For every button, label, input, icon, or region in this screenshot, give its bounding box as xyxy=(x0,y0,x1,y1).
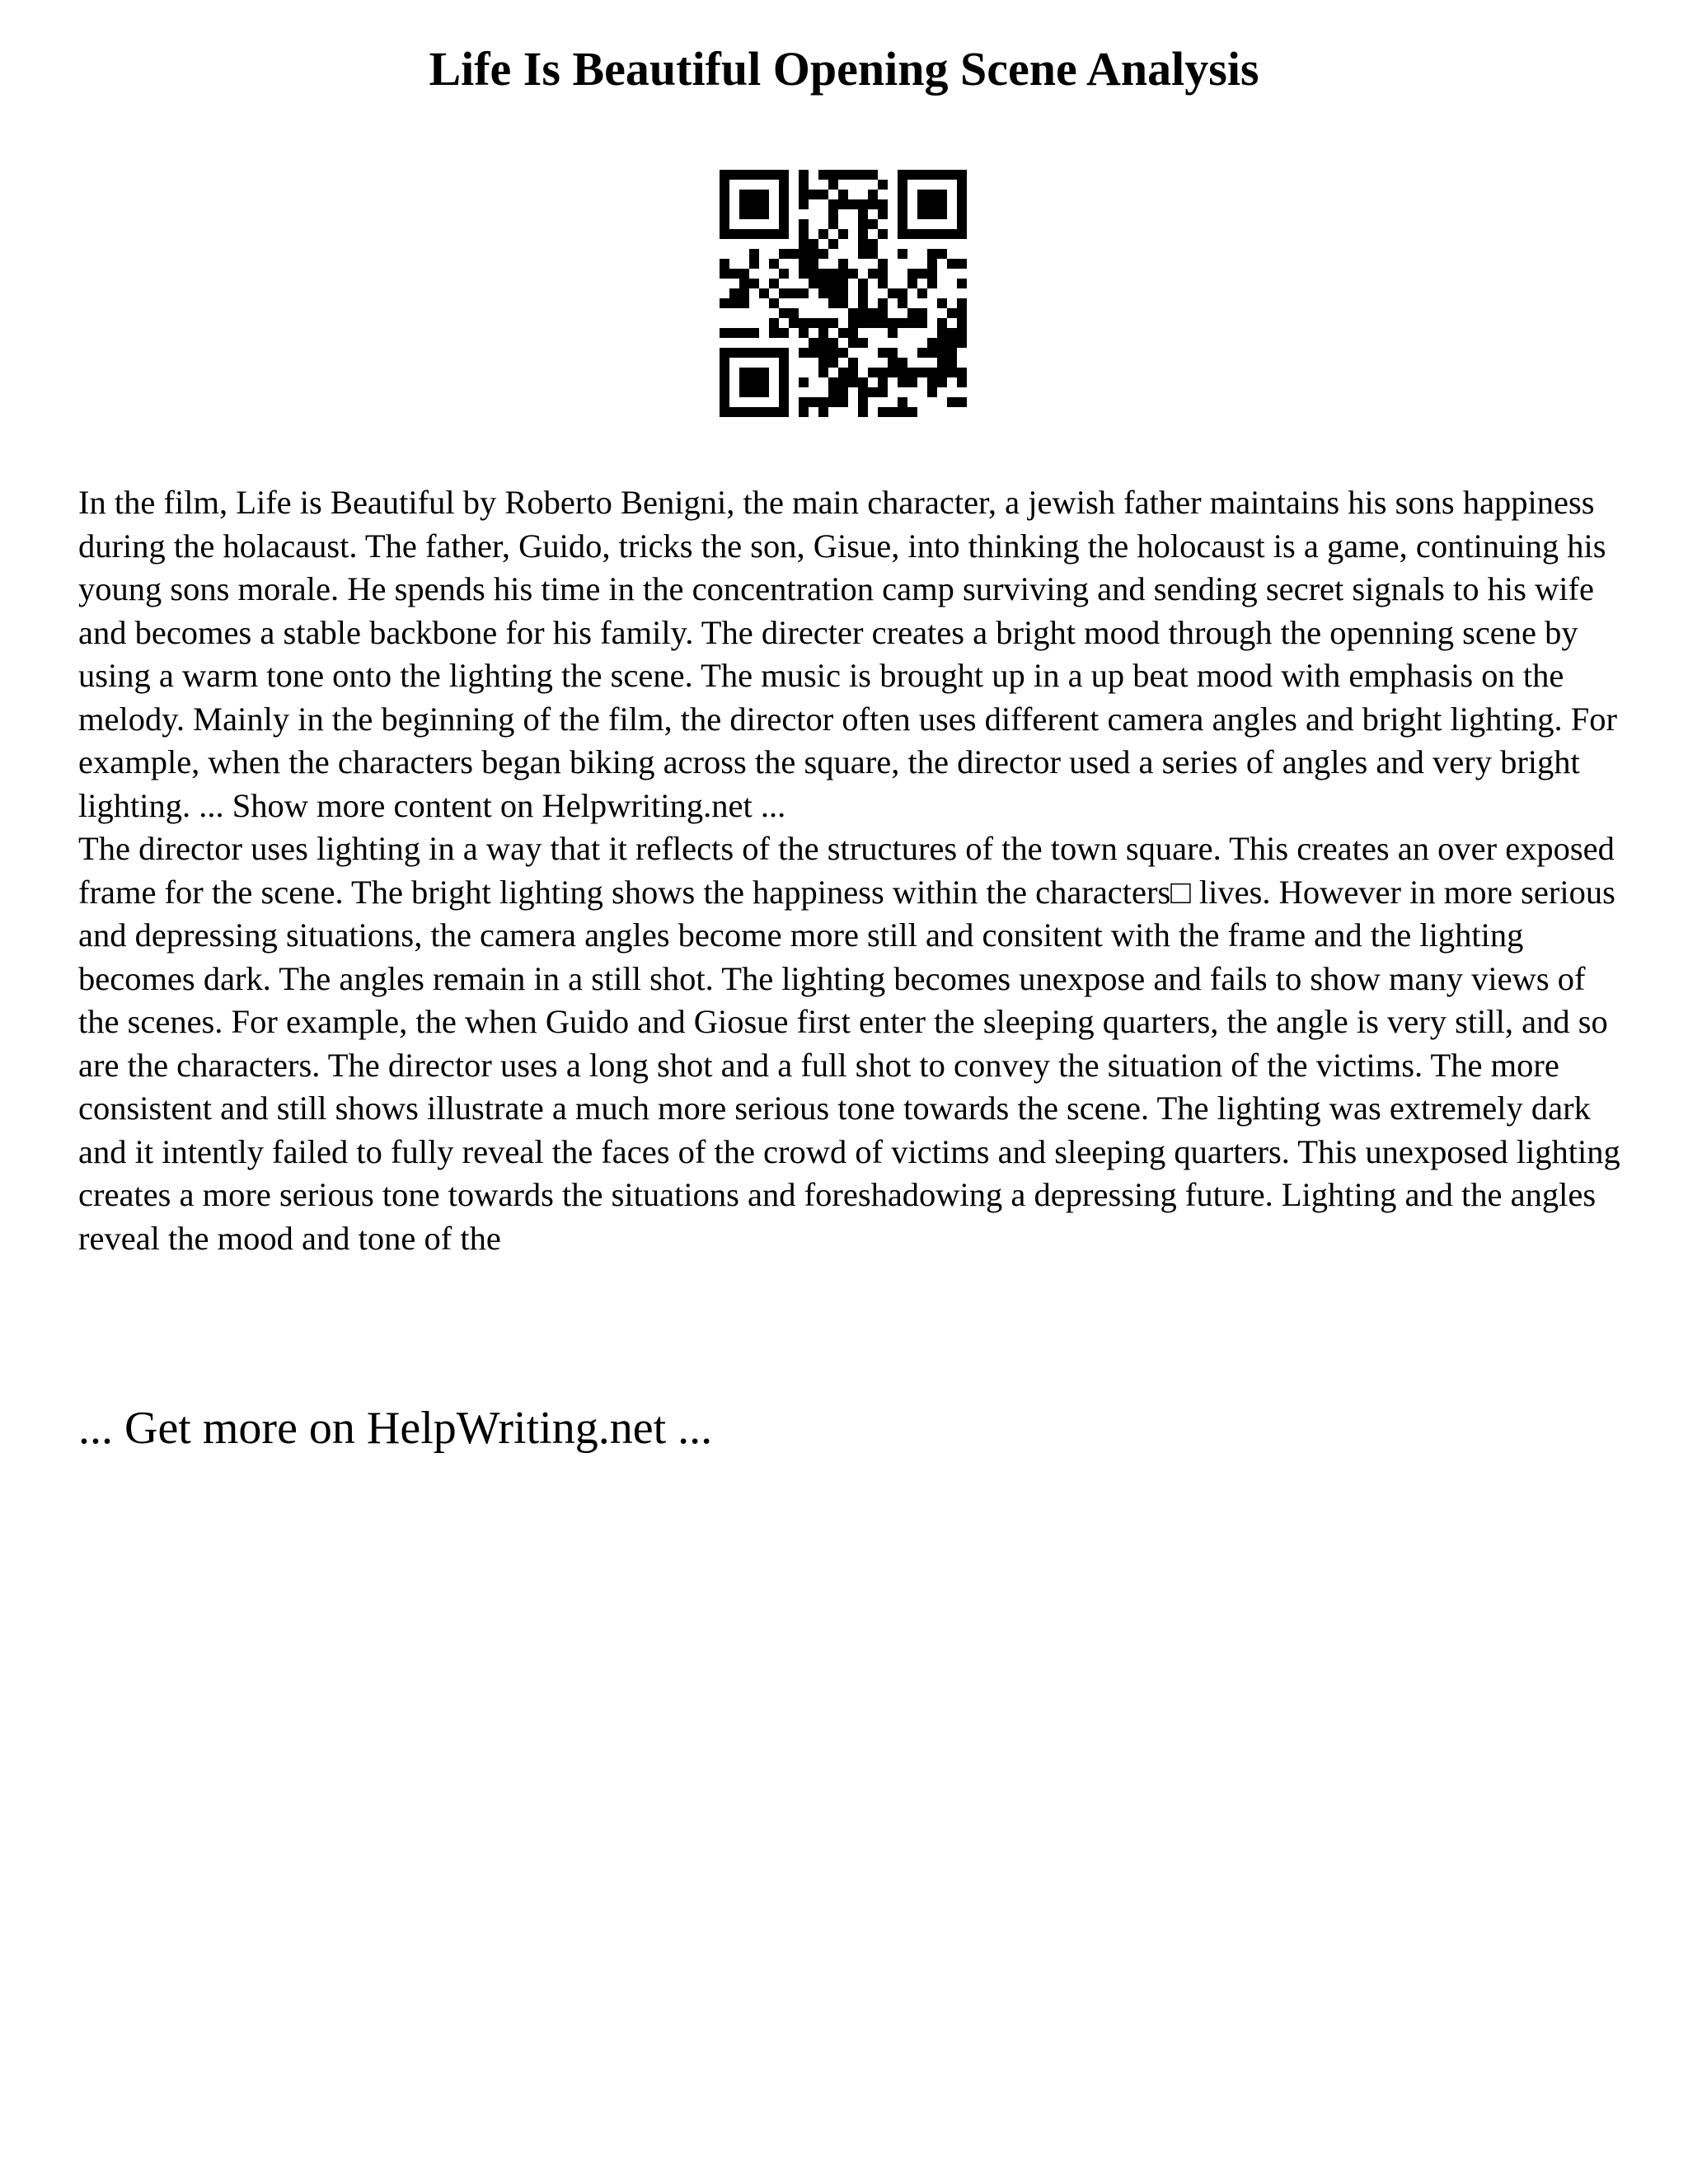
page-title: Life Is Beautiful Opening Scene Analysis xyxy=(429,42,1259,96)
get-more-link[interactable]: ... Get more on HelpWriting.net ... xyxy=(78,1403,713,1454)
paragraph-2: The director uses lighting in a way that it reflects of the structures of the town square. This creates an over exposed frame for the scene. The bright lighting shows the happiness within the characters□ lives. However in more serious and depressing situations, the camera angles become more still and consitent with the frame and the lighting becomes dark. The angles remain in a still shot. The lighting becomes unexpose and fails to show many views of the scenes. For example, the when Guido and Giosue first enter the sleeping quarters, the angle is very still, and so are the characters. The director uses a long shot and a full shot to convey the situation of the victims. The more consistent and still shows illustrate a much more serious tone towards the scene. The lighting was extremely dark and it intently failed to fully reveal the faces of the crowd of victims and sleeping quarters. This unexposed lighting creates a more serious tone towards the situations and foreshadowing a depressing future. Lighting and the angles reveal the mood and tone of the xyxy=(78,830,1620,1257)
paragraph-1: In the film, Life is Beautiful by Roberto Benigni, the main character, a jewish father maintains his sons happiness during the holacaust. The father, Guido, tricks the son, Gisue, into thinking the holocaust is a game, continuing his young sons morale. He spends his time in the concentration camp surviving and sending secret signals to his wife and becomes a stable backbone for his family. The directer creates a bright mood through the openning scene by using a warm tone onto the lighting the scene. The music is brought up in a up beat mood with emphasis on the melody. Mainly in the beginning of the film, the director often uses different camera angles and bright lighting. For example, when the characters began biking across the square, the director used a series of angles and very bright lighting. ... Show more content on Helpwriting.net ... xyxy=(78,484,1618,824)
article-body xyxy=(78,481,1628,1260)
qr-code-icon xyxy=(720,170,967,417)
